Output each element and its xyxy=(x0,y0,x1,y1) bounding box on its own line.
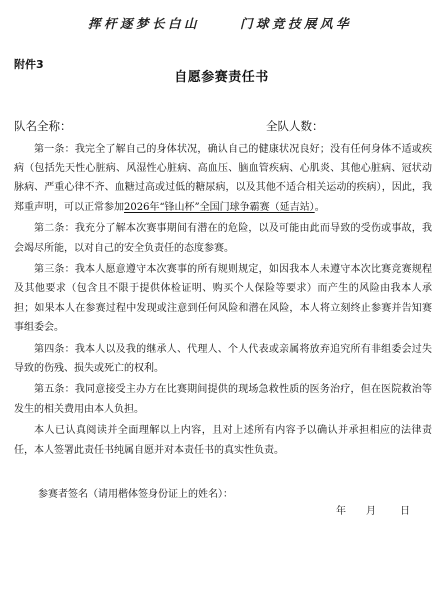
event-name: 2026年“锋山杯”全国门球争霸赛（延吉站） xyxy=(124,201,315,213)
clause-3: 第三条：我本人愿意遵守本次赛事的所有规则规定，如因我本人未遵守本次比赛竞赛规程及其他要求（包含且不限于提供体检证明、购买个人保险等要求）而产生的风险由我本人承担；如果本人在参赛过程中发现或注意到任何风险和潜在风险，本人将立刻终止参赛并告知赛事组委会。 xyxy=(14,264,432,333)
slogan-right: 门球竞技展风华 xyxy=(240,16,353,31)
confirmation-paragraph: 本人已认真阅读并全面理解以上内容，且对上述所有内容予以确认并承担相应的法律责任，本人签署此责任书纯属自愿并对本责任书的真实性负责。 xyxy=(14,425,432,456)
signature-label: 参赛者签名（请用楷体签身份证上的姓名）： xyxy=(38,489,233,500)
clause-4: 第四条：我本人以及我的继承人、代理人、个人代表或亲属将放弃追究所有非组委会过失导致的伤残、损失或死亡的权利。 xyxy=(14,343,432,374)
team-count-label: 全队人数： xyxy=(266,119,324,133)
document-body xyxy=(14,140,432,462)
clause-1-end: 。 xyxy=(314,201,325,213)
slogan-banner xyxy=(0,12,443,34)
clause-1 xyxy=(14,140,432,217)
clause-1-text: 第一条：我完全了解自己的身体状况，确认自己的健康状况良好；没有任何身体不适或疾病（包括先天性心脏病、风湿性心脏病、高血压、脑血管疾病、心肌炎、其他心脏病、冠状动脉病、严重心律不齐、血糖过高或过低的糖尿病，以及其他不适合相关运动的疾病），因此，我郑重声明，可以正常参加 xyxy=(14,144,432,213)
date-month-label: 月 xyxy=(366,506,376,517)
attachment-label: 附件3 xyxy=(14,58,44,71)
date-row xyxy=(336,502,436,516)
clause-5: 第五条：我同意接受主办方在比赛期间提供的现场急救性质的医务治疗，但在医院救治等发生的相关费用由本人负担。 xyxy=(14,384,432,415)
team-name-label: 队名全称： xyxy=(14,119,72,133)
date-year-label: 年 xyxy=(336,506,346,517)
slogan-left: 挥杆逐梦长白山 xyxy=(88,16,201,31)
page-title: 自愿参赛责任书 xyxy=(174,70,269,85)
team-info-row xyxy=(14,118,434,134)
date-day-label: 日 xyxy=(400,506,410,517)
clause-2: 第二条：我充分了解本次赛事期间有潜在的危险，以及可能由此而导致的受伤或事故，我会竭尽所能，以对自己的安全负责任的态度参赛。 xyxy=(14,223,432,254)
